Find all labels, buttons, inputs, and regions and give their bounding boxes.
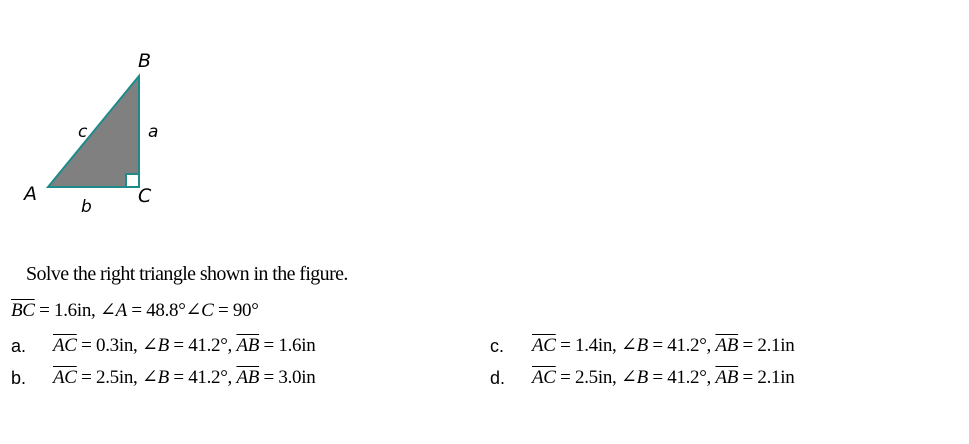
angle-b-value: = 41.2°, [168,335,237,356]
given-angle2-value: = 90° [213,300,259,321]
side-ac-name: $\overline{AC}$ [532,367,556,388]
vertex-label-c: C [138,185,152,207]
side-label-c: c [78,122,88,142]
choice-letter: d. [490,368,506,388]
given-angle2-name: C [201,300,214,321]
angle-symbol: ∠ [141,367,158,388]
choice-letter: a. [11,336,27,356]
angle-b-value: = 41.2°, [647,367,716,388]
given-values [11,299,259,322]
angle-b-value: = 41.2°, [168,367,237,388]
side-label-b: b [81,197,92,217]
angle-symbol: ∠ [141,335,158,356]
triangle-figure [0,0,200,230]
choice-letter: c. [490,336,505,356]
given-angle1-name: A [115,300,127,321]
side-ab-name: $\overline{AB}$ [715,335,739,356]
side-ac-name: $\overline{AC}$ [53,335,77,356]
side-ac-name: $\overline{AC}$ [53,367,77,388]
choice-text [532,366,794,389]
triangle-shape [48,76,139,187]
choice-letter: b. [11,368,27,388]
side-ac-value: = 1.4in, [555,335,621,356]
question-prompt: Solve the right triangle shown in the figure. [26,263,348,285]
angle-b-name: B [636,335,648,356]
side-ab-value: = 2.1in [738,367,795,388]
angle-b-name: B [636,367,648,388]
side-ab-value: = 2.1in [738,335,795,356]
given-side-name: $\overline{BC}$ [11,300,35,321]
choice-text [53,334,315,357]
vertex-label-b: B [138,50,152,72]
angle-b-name: B [157,367,169,388]
side-ab-name: $\overline{AB}$ [236,367,260,388]
side-ac-value: = 0.3in, [76,335,142,356]
side-ac-value: = 2.5in, [76,367,142,388]
given-side-value: = 1.6in, [34,300,100,321]
side-ab-value: = 3.0in [259,367,316,388]
side-ab-name: $\overline{AB}$ [236,335,260,356]
angle-b-name: B [157,335,169,356]
side-ac-name: $\overline{AC}$ [532,335,556,356]
angle-symbol: ∠ [99,300,116,321]
side-label-a: a [148,122,159,142]
angle-symbol: ∠ [620,335,637,356]
vertex-label-a: A [24,183,37,205]
side-ac-value: = 2.5in, [555,367,621,388]
given-angle1-value: = 48.8° [126,300,186,321]
angle-b-value: = 41.2°, [647,335,716,356]
angle-symbol: ∠ [620,367,637,388]
choice-text [53,366,315,389]
side-ab-name: $\overline{AB}$ [715,367,739,388]
choice-text [532,334,794,357]
angle-symbol: ∠ [185,300,202,321]
side-ab-value: = 1.6in [259,335,316,356]
